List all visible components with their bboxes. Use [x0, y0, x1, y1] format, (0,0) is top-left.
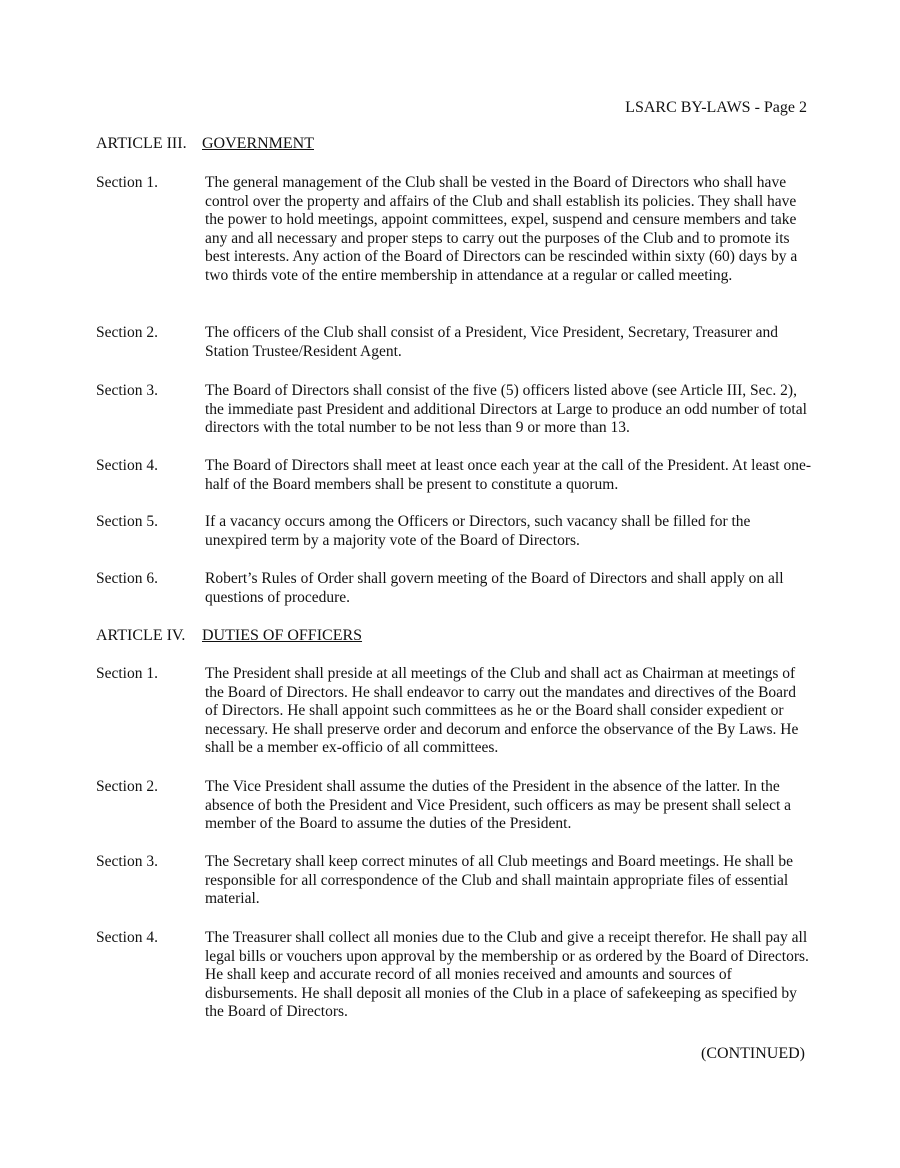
- section: [96, 929, 811, 1022]
- section-label: Section 4.: [96, 457, 158, 474]
- section: [96, 778, 811, 834]
- page-header: LSARC BY-LAWS - Page 2: [625, 99, 807, 116]
- article-heading: [96, 135, 314, 154]
- section: [96, 513, 811, 550]
- section-label: Section 3.: [96, 853, 158, 870]
- section: [96, 457, 811, 494]
- continued-note: (CONTINUED): [701, 1045, 805, 1062]
- section-label: Section 2.: [96, 324, 158, 341]
- section-label: Section 4.: [96, 929, 158, 946]
- article-number: ARTICLE III.: [96, 135, 187, 152]
- article-heading: [96, 627, 362, 646]
- section-label: Section 1.: [96, 174, 158, 191]
- section-label: Section 5.: [96, 513, 158, 530]
- section: [96, 570, 811, 607]
- article-number: ARTICLE IV.: [96, 627, 186, 644]
- section-text: The President shall preside at all meetings of the Club and shall act as Chairman at meetings of the Board of Directors. He shall endeavor to carry out the mandates and directives of the Board of Directors. He shall appoint such committees as he or the Board shall consider expedient or necessary. He shall preserve order and decorum and enforce the observance of the By Laws. He shall be a member ex-officio of all committees.: [205, 665, 799, 756]
- section-text: The Secretary shall keep correct minutes of all Club meetings and Board meetings. He shall be responsible for all correspondence of the Club and shall maintain appropriate files of essential material.: [205, 853, 793, 907]
- section-label: Section 6.: [96, 570, 158, 587]
- section-text: The officers of the Club shall consist of a President, Vice President, Secretary, Treasurer and Station Trustee/Resident Agent.: [205, 324, 779, 360]
- section: [96, 853, 811, 909]
- section: [96, 174, 811, 285]
- section-text: If a vacancy occurs among the Officers or Directors, such vacancy shall be filled for the unexpired term by a majority vote of the Board of Directors.: [205, 513, 751, 549]
- section-label: Section 1.: [96, 665, 158, 682]
- section: [96, 665, 811, 758]
- section: [96, 382, 811, 438]
- section-text: The Board of Directors shall consist of the five (5) officers listed above (see Article III, Sec. 2), the immediate past President and additional Directors at Large to produce an odd number of total directors with the total number to be not less than 9 or more than 13.: [205, 382, 807, 436]
- article-title: DUTIES OF OFFICERS: [202, 627, 363, 644]
- article-title: GOVERNMENT: [202, 135, 314, 152]
- section-label: Section 3.: [96, 382, 158, 399]
- section-label: Section 2.: [96, 778, 158, 795]
- section-text: The Board of Directors shall meet at least once each year at the call of the President. At least one-half of the Board members shall be present to constitute a quorum.: [205, 457, 811, 493]
- section-text: Robert’s Rules of Order shall govern meeting of the Board of Directors and shall apply on all questions of procedure.: [205, 570, 784, 606]
- section-text: The Treasurer shall collect all monies due to the Club and give a receipt therefor. He shall pay all legal bills or vouchers upon approval by the membership or as ordered by the Board of Directors. He shall keep and accurate record of all monies received and amounts and sources of disbursements. He shall deposit all monies of the Club in a place of safekeeping as specified by the Board of Directors.: [205, 929, 809, 1020]
- section-text: The Vice President shall assume the duties of the President in the absence of the latter. In the absence of both the President and Vice President, such officers as may be present shall select a member of the Board to assume the duties of the President.: [205, 778, 792, 832]
- section: [96, 324, 811, 361]
- section-text: The general management of the Club shall be vested in the Board of Directors who shall have control over the property and affairs of the Club and shall establish its policies. They shall have the power to hold meetings, appoint committees, expel, suspend and censure members and take any and all necessary and proper steps to carry out the purposes of the Club and to promote its best interests. Any action of the Board of Directors can be rescinded within sixty (60) days by a two thirds vote of the entire membership in attendance at a regular or called meeting.: [205, 174, 798, 284]
